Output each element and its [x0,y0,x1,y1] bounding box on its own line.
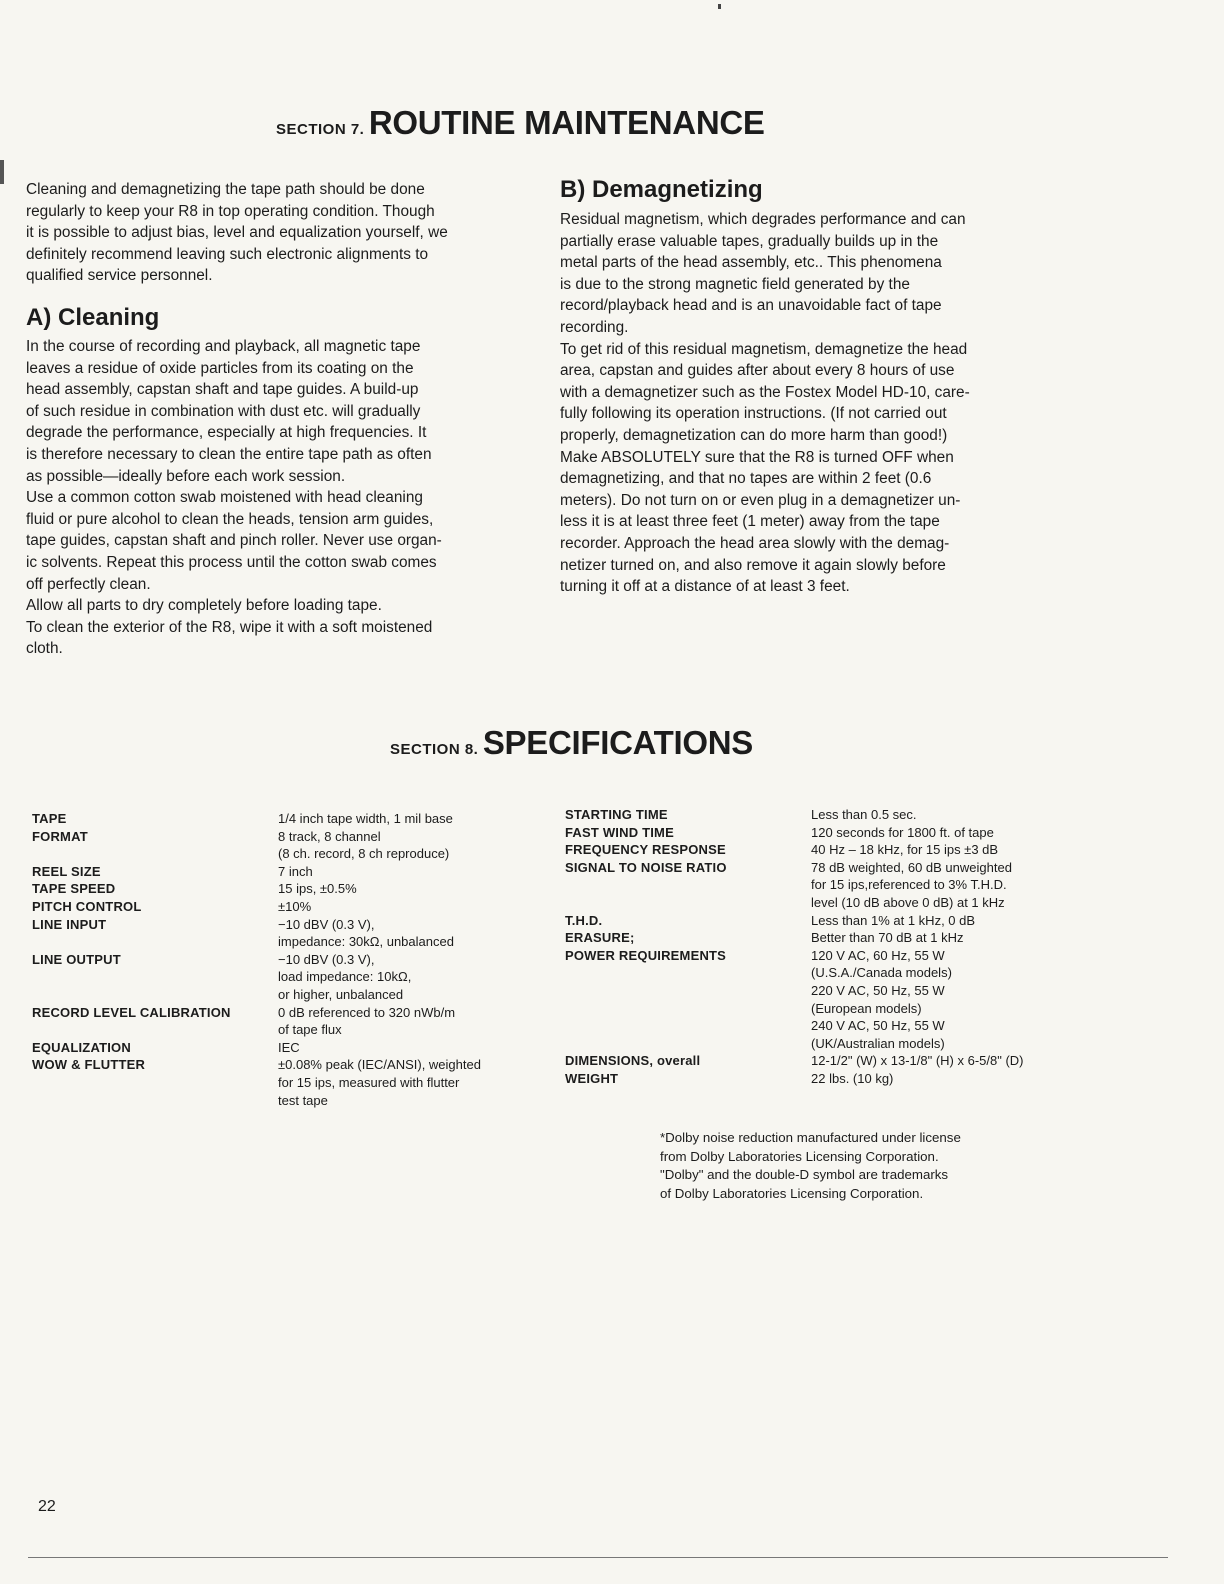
spec-label [565,964,800,982]
spec-label [32,933,267,951]
spec-label: EQUALIZATION [32,1039,131,1055]
spec-value: for 15 ips, measured with flutter [278,1074,460,1090]
spec-value: test tape [278,1092,328,1108]
spec-right-labels [565,806,800,1088]
spec-label [565,982,800,1000]
spec-value: (UK/Australian models) [811,1035,945,1051]
text-line: leaves a residue of oxide particles from its coating on the [26,359,414,377]
spec-value: 120 seconds for 1800 ft. of tape [811,824,994,840]
spec-label: FREQUENCY RESPONSE [565,842,726,858]
spec-label: STARTING TIME [565,807,668,822]
spec-label [32,1092,267,1110]
text-line: metal parts of the head assembly, etc.. This phenomena [560,254,942,272]
spec-value: level (10 dB above 0 dB) at 1 kHz [811,894,1005,910]
spec-label: DIMENSIONS, overall [565,1053,701,1069]
text-line: as possible—ideally before each work session. [26,467,346,485]
spec-value: 78 dB weighted, 60 dB unweighted [811,859,1012,875]
spec-label: TAPE SPEED [32,881,116,897]
text-line: regularly to keep your R8 in top operating condition. Though [26,202,435,220]
text-line: In the course of recording and playback, all magnetic tape [26,338,421,355]
text-line: Cleaning and demagnetizing the tape path should be done [26,181,425,198]
demag-paragraph [560,209,1060,598]
section7-prefix: SECTION 7. [276,121,365,138]
spec-label: FAST WIND TIME [565,824,674,840]
text-line: of Dolby Laboratories Licensing Corporation. [660,1185,924,1201]
spec-left-values [278,810,548,1109]
spec-label: POWER REQUIREMENTS [565,947,727,963]
text-line: Make ABSOLUTELY sure that the R8 is turned OFF when [560,448,954,466]
demag-heading: B) Demagnetizing [560,176,763,203]
intro-paragraph [26,179,526,287]
text-line: qualified service personnel. [26,267,213,285]
spec-value: −10 dBV (0.3 V), [278,916,375,932]
text-line: partially erase valuable tapes, gradually builds up in the [560,232,939,250]
text-line: fluid or pure alcohol to clean the heads, tension arm guides, [26,510,434,528]
scan-speck [718,4,721,9]
text-line: recorder. Approach the head area slowly with the demag- [560,534,950,552]
spec-label [565,1017,800,1035]
spec-label: FORMAT [32,828,88,844]
spec-label [32,1021,267,1039]
text-line: record/playback head and is an unavoidable fact of tape [560,297,942,315]
spec-value: impedance: 30kΩ, unbalanced [278,934,454,950]
spec-value: ±10% [278,898,312,914]
spec-value: 40 Hz – 18 kHz, for 15 ips ±3 dB [811,842,999,858]
spec-value: Less than 1% at 1 kHz, 0 dB [811,912,976,928]
page-number: 22 [38,1498,56,1515]
text-line: off perfectly clean. [26,575,151,593]
spec-value: (European models) [811,1000,922,1016]
text-line: is due to the strong magnetic field generated by the [560,275,910,293]
text-line: of such residue in combination with dust etc. will gradually [26,402,421,420]
spec-value: 22 lbs. (10 kg) [811,1070,894,1086]
text-line: turning it off at a distance of at least 3 feet. [560,578,850,596]
spec-label [32,968,267,986]
spec-right-values [811,806,1101,1088]
text-line: properly, demagnetization can do more harm than good!) [560,426,948,444]
spec-label: LINE INPUT [32,916,107,932]
spec-label: ERASURE; [565,930,635,946]
spec-value: 1/4 inch tape width, 1 mil base [278,811,453,826]
spec-label [32,986,267,1004]
text-line: ic solvents. Repeat this process until the cotton swab comes [26,553,437,571]
spec-value: −10 dBV (0.3 V), [278,951,375,967]
cleaning-paragraph [26,336,526,660]
text-line: recording. [560,318,629,336]
spec-label: T.H.D. [565,912,603,928]
text-line: "Dolby" and the double-D symbol are trademarks [660,1167,949,1183]
spec-value: ±0.08% peak (IEC/ANSI), weighted [278,1057,481,1073]
spec-label: LINE OUTPUT [32,951,121,967]
spec-value: IEC [278,1039,300,1055]
spec-left-labels [32,810,267,1109]
spec-value: for 15 ips,referenced to 3% T.H.D. [811,877,1007,893]
dolby-footnote [660,1129,1080,1203]
spec-label [32,845,267,863]
text-line: tape guides, capstan shaft and pinch roller. Never use organ- [26,532,442,550]
text-line: cloth. [26,640,63,658]
section8-prefix: SECTION 8. [390,741,479,758]
text-line: Allow all parts to dry completely before loading tape. [26,597,382,615]
text-line: To get rid of this residual magnetism, demagnetize the head [560,340,968,358]
text-line: it is possible to adjust bias, level and equalization yourself, we [26,224,448,242]
text-line: meters). Do not turn on or even plug in a demagnetizer un- [560,491,961,509]
section8-title: SPECIFICATIONS [482,724,754,761]
text-line: To clean the exterior of the R8, wipe it with a soft moistened [26,618,433,636]
spec-label [565,894,800,912]
text-line: area, capstan and guides after about every 8 hours of use [560,362,955,380]
section7-heading [276,104,765,142]
spec-value: or higher, unbalanced [278,986,404,1002]
spec-value: 120 V AC, 60 Hz, 55 W [811,947,945,963]
spec-label: TAPE [32,811,67,826]
spec-value: Less than 0.5 sec. [811,807,917,822]
spec-label: SIGNAL TO NOISE RATIO [565,859,727,875]
spec-value: 0 dB referenced to 320 nWb/m [278,1004,456,1020]
text-line: demagnetizing, and that no tapes are within 2 feet (0.6 [560,470,932,488]
spec-value: 240 V AC, 50 Hz, 55 W [811,1018,945,1034]
spec-label: WEIGHT [565,1070,619,1086]
text-line: degrade the performance, especially at high frequencies. It [26,424,427,442]
spec-value: of tape flux [278,1022,342,1038]
text-line: Residual magnetism, which degrades performance and can [560,211,966,228]
spec-value: (U.S.A./Canada models) [811,965,952,981]
text-line: less it is at least three feet (1 meter) away from the tape [560,513,940,531]
spec-value: 8 track, 8 channel [278,828,381,844]
scan-edge-mark [0,160,4,184]
text-line: head assembly, capstan shaft and tape guides. A build-up [26,381,419,399]
text-line: Use a common cotton swab moistened with head cleaning [26,489,423,507]
text-line: netizer turned on, and also remove it again slowly before [560,556,946,574]
spec-value: load impedance: 10kΩ, [278,969,412,985]
section7-title: ROUTINE MAINTENANCE [368,104,765,141]
bottom-rule [28,1557,1168,1558]
text-line: fully following its operation instructions. (If not carried out [560,405,947,423]
spec-label [565,876,800,894]
spec-value: 7 inch [278,863,313,879]
cleaning-heading: A) Cleaning [26,304,160,331]
text-line: is therefore necessary to clean the entire tape path as often [26,445,432,463]
spec-label: PITCH CONTROL [32,898,142,914]
text-line: *Dolby noise reduction manufactured under license [660,1130,961,1145]
spec-value: 15 ips, ±0.5% [278,881,357,897]
spec-label [32,1074,267,1092]
text-line: definitely recommend leaving such electronic alignments to [26,245,429,263]
spec-label [565,1035,800,1053]
spec-label: REEL SIZE [32,863,101,879]
spec-label: RECORD LEVEL CALIBRATION [32,1004,231,1020]
spec-label [565,1000,800,1018]
spec-label: WOW & FLUTTER [32,1057,146,1073]
text-line: with a demagnetizer such as the Fostex Model HD-10, care- [560,383,970,401]
spec-value: Better than 70 dB at 1 kHz [811,930,964,946]
section8-heading [390,724,753,762]
spec-value: (8 ch. record, 8 ch reproduce) [278,846,450,862]
spec-value: 220 V AC, 50 Hz, 55 W [811,982,945,998]
spec-value: 12-1/2" (W) x 13-1/8" (H) x 6-5/8" (D) [811,1053,1024,1069]
text-line: from Dolby Laboratories Licensing Corporation. [660,1148,939,1164]
